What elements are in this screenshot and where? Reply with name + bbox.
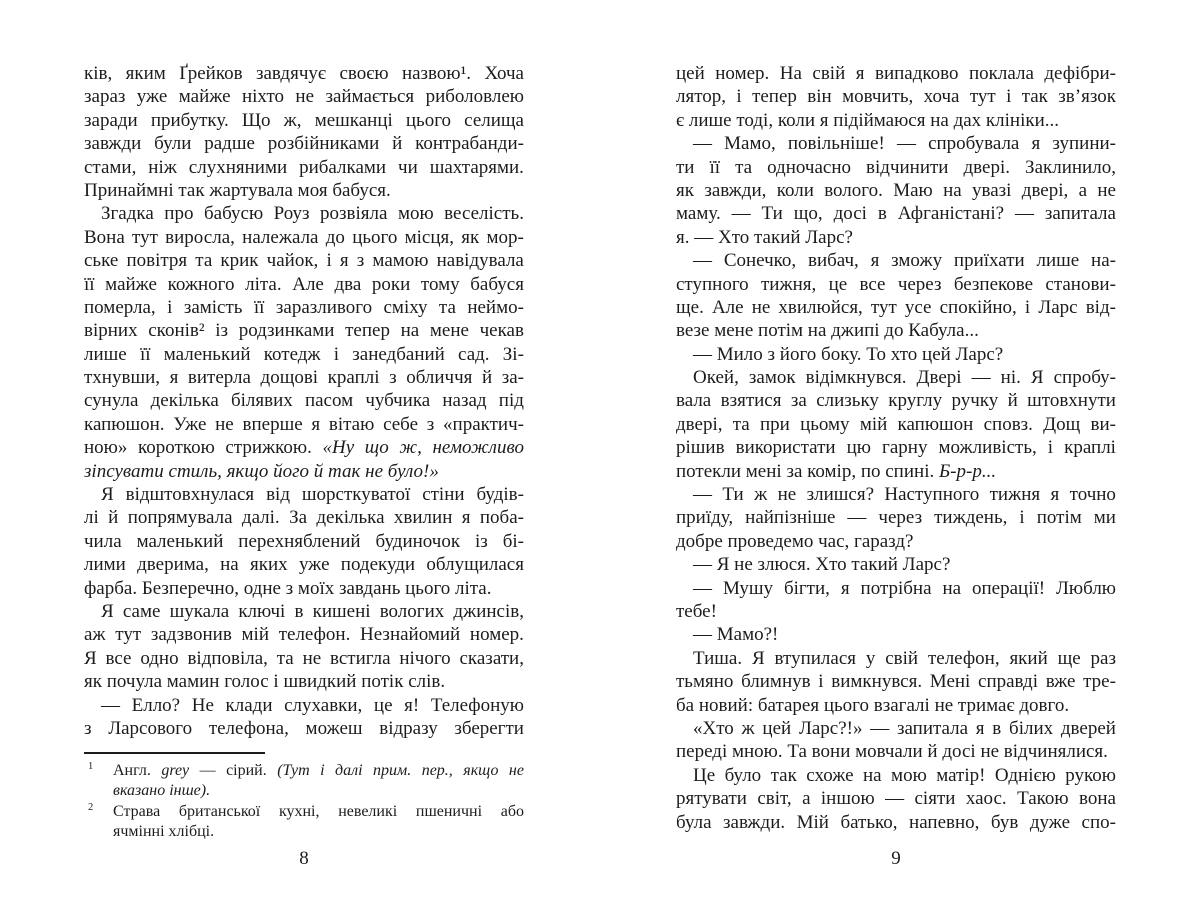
page-left <box>84 62 524 892</box>
text-line: — Мушу бігти, я потрібна на операції! Люблю <box>693 577 1116 599</box>
text-line: як почула мамин голос і швидкий потік слів. <box>84 671 446 693</box>
footnote-marker: 2 <box>88 801 94 813</box>
footnote-divider <box>84 752 265 753</box>
text-line: померла, і замість її заразливого сміху та неймо- <box>84 296 524 318</box>
text-line: «Хто ж цей Ларс?!» — запитала я в білих дверей <box>693 717 1116 739</box>
text-line: тебе! <box>676 600 717 622</box>
text-line: ба новий: батарея цього взагалі не тримає довго. <box>676 694 1070 716</box>
text-line: Я все одно відповіла, та не встигла нічого сказати, <box>84 647 524 669</box>
text-line: я. — Хто такий Ларс? <box>676 226 853 248</box>
text-line: завжди були радше розбійниками й контрабанди- <box>84 133 524 155</box>
text-line: Я відштовхнулася від шорсткуватої стіни будів- <box>101 484 524 506</box>
text-line: її майже кожного літа. Але два роки тому бабуся <box>84 273 524 295</box>
text-line: — Мило з його боку. То хто цей Ларс? <box>693 343 1004 365</box>
text-line: Страва британської кухні, невеликі пшеничні або <box>113 802 524 820</box>
text-line: — Елло? Не клади слухавки, це я! Телефоную <box>101 694 524 716</box>
text-line: з Ларсового телефона, можеш відразу зберегти <box>84 717 524 739</box>
text-line: є лише тоді, коли я підіймаюся на дах клініки... <box>676 109 1060 131</box>
text-line: чила маленький перехняблений будиночок із бі- <box>84 530 524 552</box>
text-line: заради прибутку. Що ж, мешканці цього селища <box>84 109 524 131</box>
text-line: переді мною. Та вони мовчали й досі не відчинялися. <box>676 741 1108 763</box>
text-line: Англ. grey — сірий. (Тут і далі прим. пер., якщо не <box>113 761 524 779</box>
footnote-marker: 1 <box>88 760 94 772</box>
text-line: стами, ніж слухняними рибалками чи шахтарями. <box>84 156 524 178</box>
text-line: фарба. Безперечно, одне з моїх завдань цього літа. <box>84 577 492 599</box>
text-line: — Я не злюся. Хто такий Ларс? <box>693 554 951 576</box>
text-line: Це було так схоже на мою матір! Однією рукою <box>693 764 1116 786</box>
text-line: двері, та при цьому мій капюшон сповз. Дощ ви- <box>676 413 1116 435</box>
text-line: аж тут задзвонив мій телефон. Незнайомий номер. <box>84 624 524 646</box>
text-line: цей номер. На свій я випадково поклала дефібри- <box>676 63 1116 84</box>
text-line: була завжди. Мій батько, напевно, був дуже спо- <box>676 811 1116 833</box>
text-line: ступного тижня, це все через безпекове станови- <box>676 273 1116 295</box>
text-line: везе мене потім на джипі до Кабула... <box>676 320 979 342</box>
text-line: — Ти ж не злишся? Наступного тижня я точно <box>693 484 1116 506</box>
text-line: рішив використати цю гарну можливість, і краплі <box>676 437 1116 459</box>
text-line: лі й попрямувала далі. За декілька хвилин я поба- <box>84 507 524 529</box>
text-line: ське повітря та крик чайок, і я з мамою навідувала <box>84 250 524 272</box>
text-line: зіпсувати стиль, якщо його й так не було!» <box>84 460 439 482</box>
text-line: тьмяно блимнув і вимкнувся. Мені справді вже тре- <box>676 671 1116 693</box>
text-line: — Сонечко, вибач, я зможу приїхати лише на- <box>693 250 1116 272</box>
footnote-item <box>84 802 524 843</box>
text-line: приїду, найпізніше — через тиждень, і потім ми <box>676 507 1116 529</box>
text-line: ячмінні хлібці. <box>113 823 215 841</box>
page-left-body-text <box>84 62 524 740</box>
page-number-right: 9 <box>891 848 901 869</box>
text-line: Вона тут виросла, належала до цього місця, як мор- <box>84 226 524 248</box>
text-line: потекли мені за комір, по спині. Б-р-р... <box>676 460 997 482</box>
text-line: ків, яким Ґрейков завдячує своєю назвою¹. Хоча <box>84 63 524 84</box>
text-line: вказано інше). <box>113 782 211 800</box>
page-right <box>676 62 1116 892</box>
text-line: капюшон. Уже не вперше я вітаю себе з «практич- <box>84 413 524 435</box>
text-line: Окей, замок відімкнувся. Двері — ні. Я спробу- <box>693 367 1116 389</box>
text-line: — Мамо, повільніше! — спробувала я зупини- <box>693 133 1116 155</box>
text-line: сунула декілька білявих пасом чубчика назад під <box>84 390 524 412</box>
text-line: вірних сконів² із родзинками тепер на мене чекав <box>84 320 524 342</box>
text-line: лими дверима, на яких уже подекуди облущилася <box>84 554 524 576</box>
page-number-left: 8 <box>299 848 309 869</box>
text-line: лятор, і тепер він мовчить, хоча тут і так зв’язок <box>676 86 1116 108</box>
text-line: ще. Але не хвилюйся, тут усе спокійно, і Ларс від- <box>676 296 1116 318</box>
text-line: рятувати світ, а іншою — сіяти хаос. Такою вона <box>676 788 1116 810</box>
text-line: зараз уже майже ніхто не займається риболовлею <box>84 86 524 108</box>
text-line: лише її маленький котедж і занедбаний сад. Зі- <box>84 343 524 365</box>
text-line: добре проведемо час, гаразд? <box>676 530 914 552</box>
text-line: ною» короткою стрижкою. «Ну що ж, неможливо <box>84 437 524 459</box>
text-line: тхнувши, я витерла дощові краплі з обличчя й за- <box>84 367 524 389</box>
footnote-item <box>84 761 524 802</box>
text-line: Принаймні так жартувала моя бабуся. <box>84 179 391 201</box>
text-line: вала взятися за слизьку круглу ручку й штовхнути <box>676 390 1116 412</box>
text-line: Я саме шукала ключі в кишені вологих джинсів, <box>101 600 524 622</box>
footnote-list <box>84 761 524 843</box>
text-line: маму. — Ти що, досі в Афганістані? — запитала <box>676 203 1116 225</box>
text-line: як завжди, коли волого. Маю на увазі двері, а не <box>676 179 1116 201</box>
text-line: Тиша. Я втупилася у свій телефон, який ще раз <box>693 647 1116 669</box>
page-right-body-text <box>676 62 1116 834</box>
text-line: ти її та одночасно відчинити двері. Заклинило, <box>676 156 1116 178</box>
text-line: Згадка про бабусю Роуз розвіяла мою веселість. <box>101 203 524 225</box>
text-line: — Мамо?! <box>693 624 779 646</box>
